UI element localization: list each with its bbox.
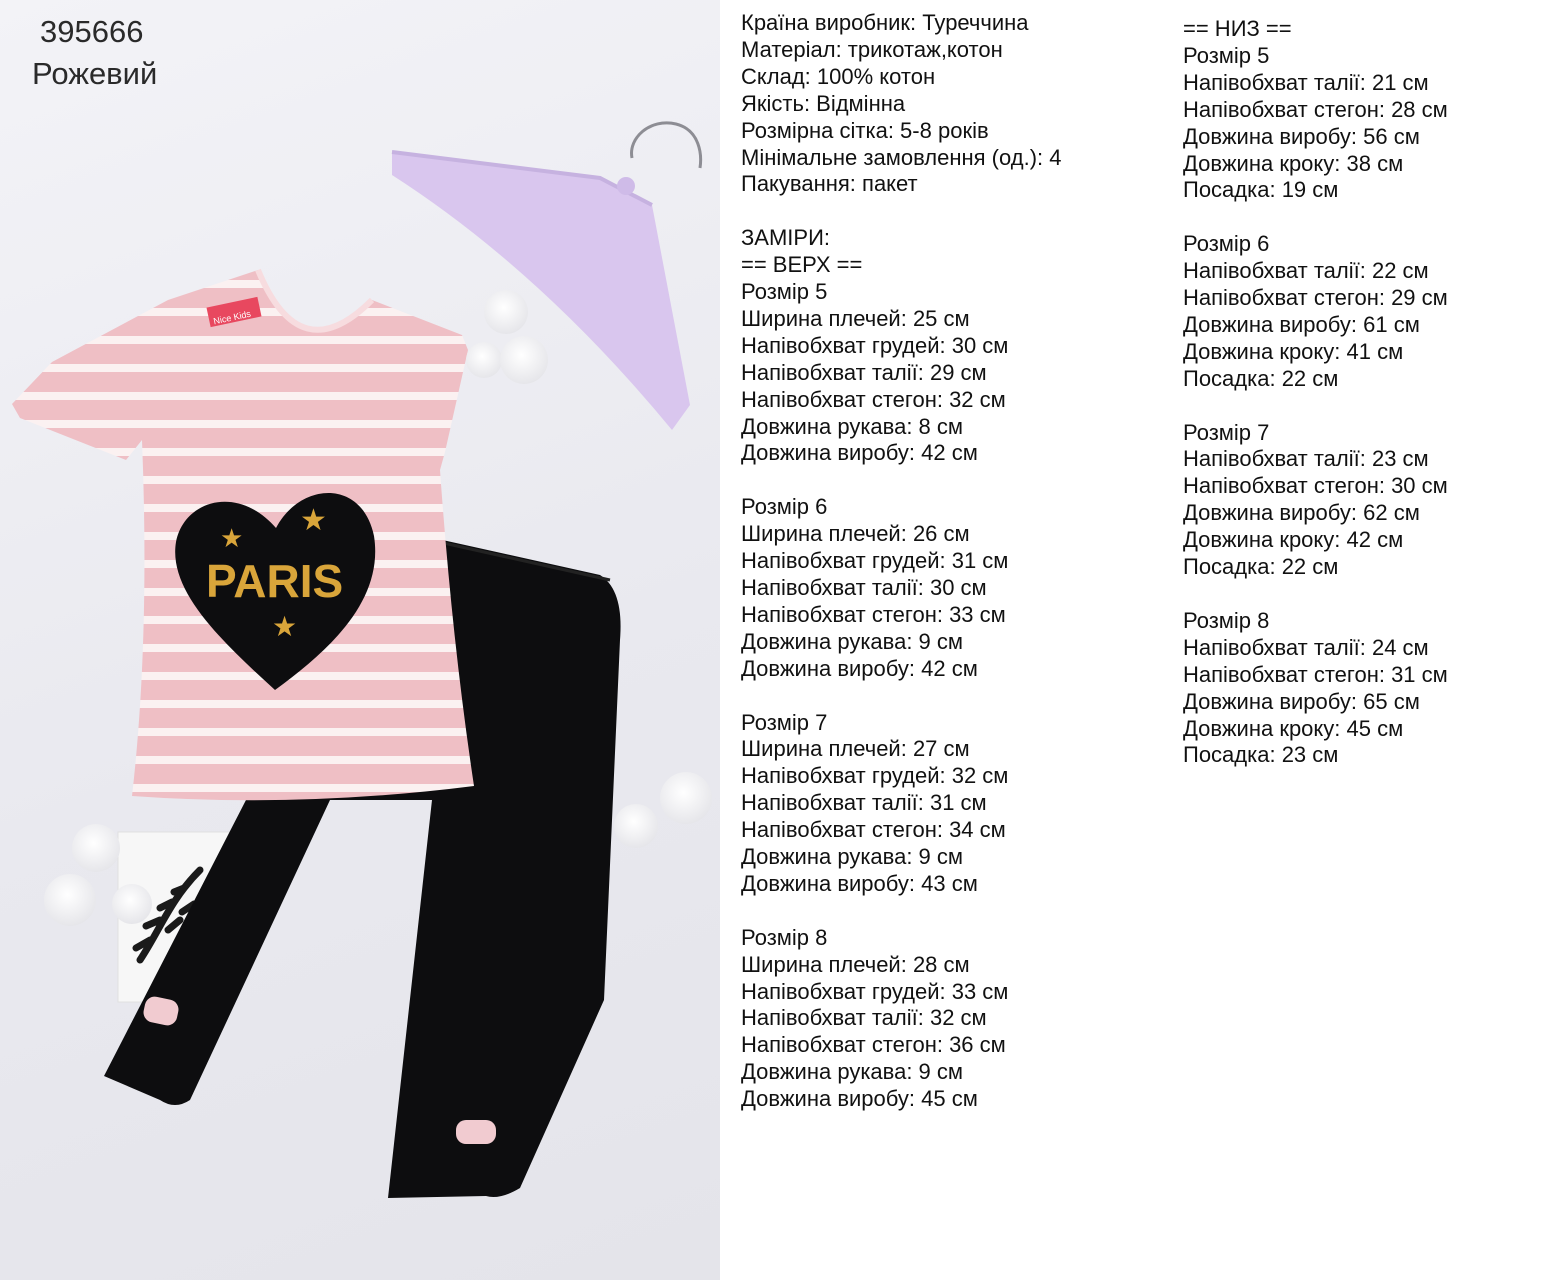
measure-line: Довжина рукава: 8 см [741, 413, 964, 439]
specs-column [741, 10, 1061, 1113]
info-line: Розмірна сітка: 5-8 років [741, 117, 989, 143]
star-icon: ★ [220, 523, 244, 553]
measure-line: Посадка: 23 см [1183, 742, 1339, 768]
measure-line: Напівобхват талії: 21 см [1183, 69, 1429, 95]
measure-line: Напівобхват грудей: 30 см [741, 332, 1009, 358]
measure-line: Посадка: 22 см [1183, 365, 1339, 391]
measure-line: Напівобхват стегон: 30 см [1183, 473, 1448, 499]
measure-line: Довжина кроку: 42 см [1183, 527, 1404, 553]
measure-line: Напівобхват талії: 31 см [741, 790, 987, 816]
measurements-title: ЗАМІРИ: [741, 225, 830, 251]
measure-line: Напівобхват стегон: 29 см [1183, 285, 1448, 311]
info-line: Мінімальне замовлення (од.): 4 [741, 144, 1062, 170]
measure-line: Посадка: 22 см [1183, 554, 1339, 580]
measure-line: Довжина виробу: 42 см [741, 440, 978, 466]
heart-print-text: PARIS [206, 555, 344, 607]
size-title: Розмір 5 [1183, 42, 1270, 68]
measure-line: Напівобхват стегон: 28 см [1183, 96, 1448, 122]
measure-line: Напівобхват талії: 29 см [741, 359, 987, 385]
bottom-measurements-column [1183, 16, 1448, 769]
measure-line: Ширина плечей: 28 см [741, 951, 970, 977]
measure-line: Напівобхват грудей: 31 см [741, 548, 1009, 574]
measure-line: Напівобхват стегон: 34 см [741, 817, 1006, 843]
measure-line: Напівобхват талії: 32 см [741, 1005, 987, 1031]
info-line: Склад: 100% котон [741, 63, 936, 89]
product-illustration [0, 0, 720, 1280]
info-line: Матеріал: трикотаж,котон [741, 36, 1003, 62]
measure-line: Ширина плечей: 26 см [741, 521, 970, 547]
measure-line: Довжина виробу: 61 см [1183, 311, 1420, 337]
measure-line: Напівобхват стегон: 32 см [741, 386, 1006, 412]
product-code: 395666 [40, 14, 144, 49]
measure-line: Довжина рукава: 9 см [741, 628, 964, 654]
size-title: Розмір 8 [741, 924, 828, 950]
measure-line: Довжина кроку: 45 см [1183, 715, 1404, 741]
measure-line: Напівобхват талії: 23 см [1183, 446, 1429, 472]
measure-line: Напівобхват стегон: 33 см [741, 601, 1006, 627]
measure-line: Довжина кроку: 38 см [1183, 150, 1404, 176]
measure-line: Напівобхват грудей: 33 см [741, 978, 1009, 1004]
top-heading: == ВЕРХ == [741, 252, 863, 278]
size-title: Розмір 7 [741, 709, 828, 735]
measure-line: Напівобхват талії: 30 см [741, 575, 987, 600]
measure-line: Довжина виробу: 65 см [1183, 688, 1420, 714]
star-icon: ★ [300, 504, 327, 537]
info-line: Пакування: пакет [741, 171, 918, 197]
measure-line: Напівобхват стегон: 36 см [741, 1032, 1006, 1058]
star-icon: ★ [272, 611, 298, 642]
measure-line: Довжина рукава: 9 см [741, 1059, 964, 1085]
size-title: Розмір 6 [741, 494, 828, 520]
brand-tag: Nice Kids [212, 308, 252, 327]
size-title: Розмір 6 [1183, 231, 1270, 257]
measure-line: Напівобхват талії: 24 см [1183, 634, 1429, 660]
product-color: Рожевий [32, 56, 158, 91]
info-line: Якість: Відмінна [741, 90, 906, 116]
measure-line: Напівобхват стегон: 31 см [1183, 661, 1448, 687]
measure-line: Довжина виробу: 56 см [1183, 123, 1420, 149]
info-line: Країна виробник: Туреччина [741, 10, 1029, 35]
size-title: Розмір 7 [1183, 419, 1270, 445]
measure-line: Довжина кроку: 41 см [1183, 338, 1404, 364]
tshirt [12, 270, 474, 800]
measure-line: Довжина виробу: 62 см [1183, 500, 1420, 526]
measure-line: Довжина виробу: 42 см [741, 655, 978, 681]
measure-line: Посадка: 19 см [1183, 177, 1339, 203]
size-title: Розмір 8 [1183, 607, 1270, 633]
measure-line: Ширина плечей: 27 см [741, 736, 970, 762]
size-title: Розмір 5 [741, 279, 828, 305]
bottom-heading: == НИЗ == [1183, 16, 1292, 41]
measure-line: Напівобхват талії: 22 см [1183, 258, 1429, 284]
measure-line: Довжина рукава: 9 см [741, 844, 964, 870]
measure-line: Довжина виробу: 43 см [741, 870, 978, 896]
measure-line: Напівобхват грудей: 32 см [741, 763, 1009, 789]
measure-line: Ширина плечей: 25 см [741, 305, 970, 331]
product-photo [0, 0, 720, 1280]
measure-line: Довжина виробу: 45 см [741, 1086, 978, 1112]
